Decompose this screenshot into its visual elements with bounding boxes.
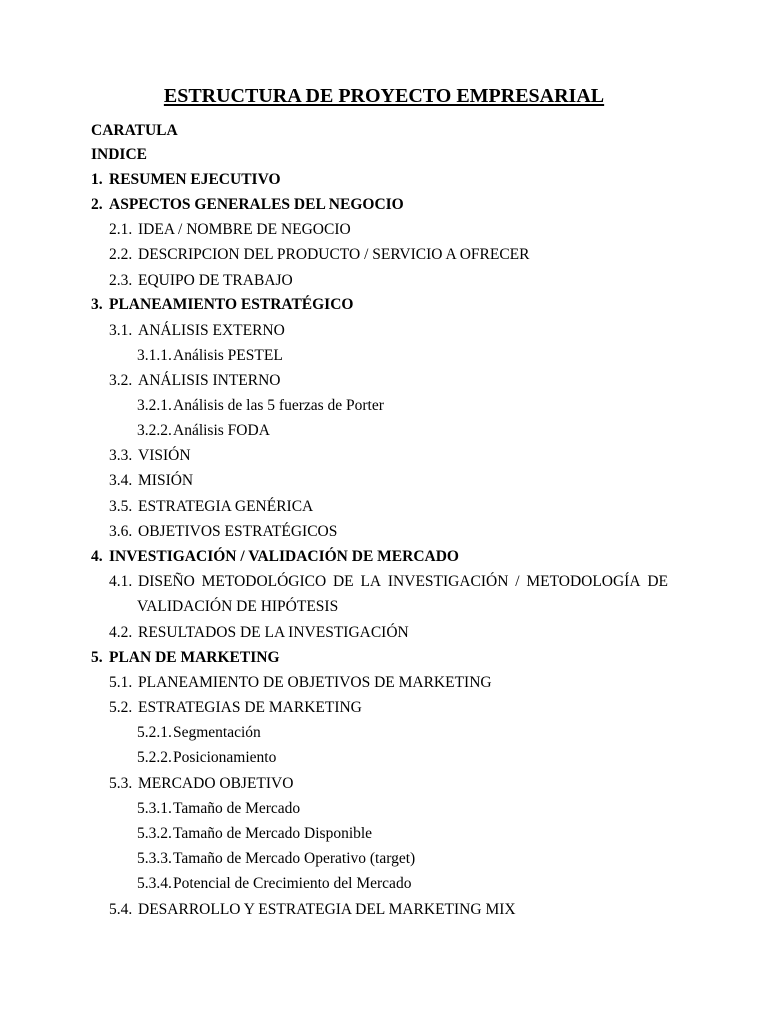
toc-item-5-3-2: 5.3.2.Tamaño de Mercado Disponible	[137, 825, 373, 842]
toc-item-3-1-1: 3.1.1.Análisis PESTEL	[137, 347, 283, 364]
toc-item-text: MERCADO OBJETIVO	[138, 775, 294, 792]
toc-item-3-2-2: 3.2.2.Análisis FODA	[137, 422, 270, 439]
toc-item-text: MISIÓN	[138, 472, 194, 489]
toc-item-text: VALIDACIÓN DE HIPÓTESIS	[137, 598, 339, 615]
toc-item-3-1: 3.1. ANÁLISIS EXTERNO	[109, 322, 285, 339]
toc-item-5-2-1: 5.2.1.Segmentación	[137, 724, 261, 741]
toc-item-text: Tamaño de Mercado Operativo (target)	[173, 850, 416, 867]
toc-item-text: Tamaño de Mercado Disponible	[173, 825, 373, 842]
toc-item-2-2: 2.2. DESCRIPCION DEL PRODUCTO / SERVICIO A OFRECER	[109, 246, 530, 263]
document-title: ESTRUCTURA DE PROYECTO EMPRESARIAL	[163, 85, 605, 107]
toc-item-text: PLANEAMIENTO ESTRATÉGICO	[109, 296, 354, 313]
toc-item-5-3-4: 5.3.4.Potencial de Crecimiento del Mercado	[137, 875, 412, 892]
toc-item-5-3-3: 5.3.3.Tamaño de Mercado Operativo (target)	[137, 850, 416, 867]
toc-item-text: DESCRIPCION DEL PRODUCTO / SERVICIO A OFRECER	[138, 246, 530, 263]
toc-item-4-2: 4.2. RESULTADOS DE LA INVESTIGACIÓN	[109, 624, 409, 641]
toc-item-3-2-1: 3.2.1.Análisis de las 5 fuerzas de Porter	[137, 397, 384, 414]
toc-item-text: ANÁLISIS INTERNO	[138, 372, 281, 389]
toc-item-5-3: 5.3. MERCADO OBJETIVO	[109, 775, 294, 792]
toc-item-text: Posicionamiento	[173, 749, 277, 766]
toc-item-text: PLANEAMIENTO DE OBJETIVOS DE MARKETING	[138, 674, 492, 691]
toc-item-text-justified: DISEÑO METODOLÓGICO DE LA INVESTIGACIÓN / METODOLOGÍA DE	[138, 573, 668, 590]
toc-item-text: INVESTIGACIÓN / VALIDACIÓN DE MERCADO	[109, 548, 459, 565]
toc-item-text: ESTRATEGIAS DE MARKETING	[138, 699, 362, 716]
toc-item-text: INDICE	[91, 146, 147, 163]
toc-item-text: OBJETIVOS ESTRATÉGICOS	[138, 523, 338, 540]
toc-item-text: PLAN DE MARKETING	[109, 649, 280, 666]
toc-item-text: RESULTADOS DE LA INVESTIGACIÓN	[138, 624, 409, 641]
toc-item-3-5: 3.5. ESTRATEGIA GENÉRICA	[109, 498, 314, 515]
toc-item-5-3-1: 5.3.1.Tamaño de Mercado	[137, 800, 301, 817]
toc-item-text: Potencial de Crecimiento del Mercado	[173, 875, 412, 892]
toc-item-indice	[91, 144, 147, 166]
toc-item-2: 2. ASPECTOS GENERALES DEL NEGOCIO	[91, 196, 404, 213]
toc-item-text: Análisis PESTEL	[173, 347, 283, 364]
toc-item-text: ANÁLISIS EXTERNO	[138, 322, 285, 339]
toc-item-text: Análisis de las 5 fuerzas de Porter	[173, 397, 384, 414]
toc-item-1: 1. RESUMEN EJECUTIVO	[91, 171, 281, 188]
toc-item-3: 3. PLANEAMIENTO ESTRATÉGICO	[91, 296, 354, 313]
toc-item-5-1: 5.1. PLANEAMIENTO DE OBJETIVOS DE MARKETING	[109, 674, 492, 691]
toc-item-4-1: 4.1. DISEÑO METODOLÓGICO DE LA INVESTIGACIÓN / METODOLOGÍA DE	[109, 571, 668, 593]
toc-item-2-3: 2.3. EQUIPO DE TRABAJO	[109, 272, 293, 289]
toc-item-4-1-continued	[137, 596, 338, 618]
toc-item-text: IDEA / NOMBRE DE NEGOCIO	[138, 221, 351, 238]
toc-item-text: ASPECTOS GENERALES DEL NEGOCIO	[109, 196, 404, 213]
toc-item-text: ESTRATEGIA GENÉRICA	[138, 498, 314, 515]
toc-item-3-4: 3.4. MISIÓN	[109, 472, 194, 489]
toc-item-5-2: 5.2. ESTRATEGIAS DE MARKETING	[109, 699, 362, 716]
toc-item-3-3: 3.3. VISIÓN	[109, 447, 191, 464]
toc-item-5: 5. PLAN DE MARKETING	[91, 649, 280, 666]
toc-item-text: VISIÓN	[138, 447, 191, 464]
toc-item-text: Análisis FODA	[173, 422, 270, 439]
toc-item-text: Tamaño de Mercado	[173, 800, 301, 817]
toc-item-3-2: 3.2. ANÁLISIS INTERNO	[109, 372, 281, 389]
toc-item-text: Segmentación	[173, 724, 261, 741]
toc-item-text: EQUIPO DE TRABAJO	[138, 272, 293, 289]
toc-item-caratula	[91, 120, 178, 142]
toc-item-3-6: 3.6. OBJETIVOS ESTRATÉGICOS	[109, 523, 338, 540]
toc-item-text: CARATULA	[91, 122, 178, 139]
toc-item-2-1: 2.1. IDEA / NOMBRE DE NEGOCIO	[109, 221, 351, 238]
toc-item-5-2-2: 5.2.2.Posicionamiento	[137, 749, 277, 766]
toc-item-text: RESUMEN EJECUTIVO	[109, 171, 281, 188]
toc-item-5-4: 5.4. DESARROLLO Y ESTRATEGIA DEL MARKETING MIX	[109, 901, 516, 918]
toc-item-text: DESARROLLO Y ESTRATEGIA DEL MARKETING MIX	[138, 901, 516, 918]
toc-item-4: 4. INVESTIGACIÓN / VALIDACIÓN DE MERCADO	[91, 548, 459, 565]
